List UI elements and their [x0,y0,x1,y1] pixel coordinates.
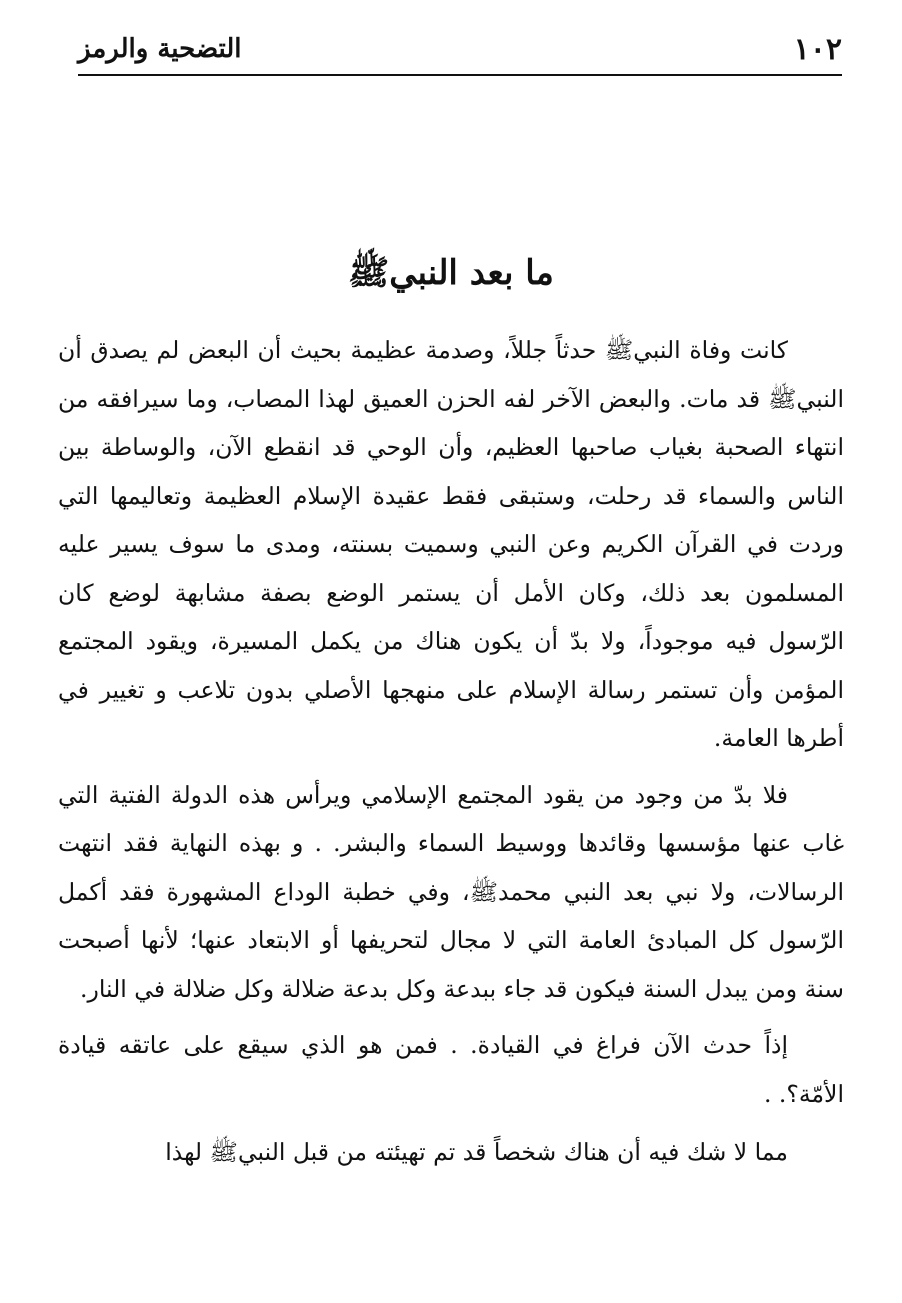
paragraph-3: إذاً حدث الآن فراغ في القيادة. . فمن هو الذي سيقع على عاتقه قيادة الأمّة؟. . [58,1031,844,1108]
paragraph-4: مما لا شك فيه أن هناك شخصاً قد تم تهيئته من قبل النبيﷺ لهذا [165,1138,788,1166]
chapter-title: ما بعد النبيﷺ [348,253,554,293]
running-title: التضحية والرمز [78,34,242,64]
paragraph-1: كانت وفاة النبيﷺ حدثاً جللاً، وصدمة عظيمة بحيث أن البعض لم يصدق أن النبيﷺ قد مات. والبعض الآخر لفه الحزن العميق لهذا المصاب، وما سيرافقه من انتهاء الصحبة بغياب صاحبها العظيم، وأن الوحي قد انقطع الآن، والوساطة بين الناس والسماء قد رحلت، وستبقى فقط عقيدة الإسلام العظيمة وتعاليمها التي وردت في القرآن الكريم وعن النبي وسميت بسنته، ومدى ما سوف يسير عليه المسلمون بعد ذلك، وكان الأمل أن يستمر الوضع بصفة مشابهة لوضع كان الرّسول فيه موجوداً، ولا بدّ أن يكون هناك من يكمل المسيرة، ويقود المجتمع المؤمن وأن تستمر رسالة الإسلام على منهجها الأصلي بدون تلاعب و تغيير في أطرها العامة. [58,336,844,752]
page-header [78,30,842,76]
body-text [58,326,844,1185]
paragraph-2: فلا بدّ من وجود من يقود المجتمع الإسلامي ويرأس هذه الدولة الفتية التي غاب عنها مؤسسها وقائدها ووسيط السماء والبشر. . و بهذه النهاية فقد انتهت الرسالات، ولا نبي بعد النبي محمدﷺ، وفي خطبة الوداع المشهورة فقد أكمل الرّسول كل المبادئ العامة التي لا مجال لتحريفها أو الابتعاد عنها؛ لأنها أصبحت سنة ومن يبدل السنة فيكون قد جاء ببدعة وكل بدعة ضلالة وكل ضلالة في النار. [58,780,844,1003]
page-number: ١٠٢ [793,32,842,67]
